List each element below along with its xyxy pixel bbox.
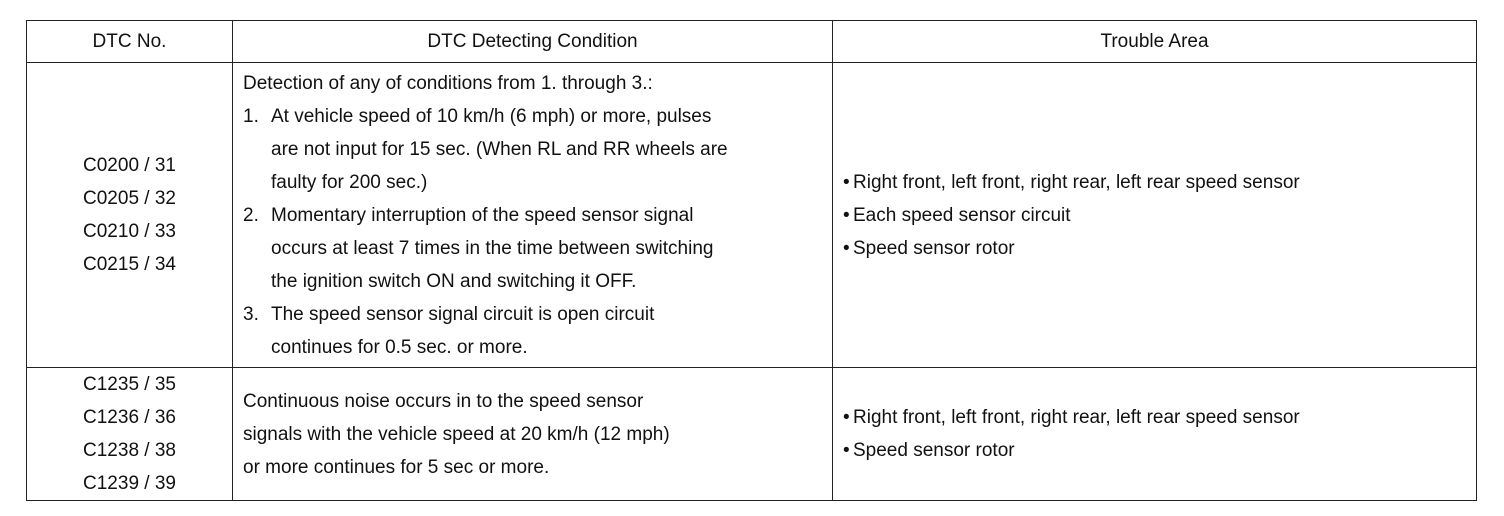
dtc-code: C1239 / 39 xyxy=(83,473,176,494)
dtc-codes-cell xyxy=(27,368,233,501)
condition-item xyxy=(243,298,824,364)
table-row xyxy=(27,63,1477,368)
condition-text: The speed sensor signal circuit is open circuit xyxy=(271,303,655,325)
condition-item xyxy=(243,100,824,199)
dtc-code: C0215 / 34 xyxy=(83,254,176,275)
condition-item-number: 1. xyxy=(243,105,259,127)
trouble-area-item xyxy=(843,166,1476,199)
header-dtc-no: DTC No. xyxy=(27,21,233,63)
bullet-icon: • xyxy=(843,237,850,259)
dtc-code: C0200 / 31 xyxy=(83,155,176,176)
condition-item xyxy=(243,199,824,298)
trouble-area-text: Speed sensor rotor xyxy=(853,440,1015,461)
condition-text: continues for 0.5 sec. or more. xyxy=(271,336,528,358)
condition-item-number: 2. xyxy=(243,204,259,226)
header-row xyxy=(27,21,1477,63)
bullet-icon: • xyxy=(843,440,850,461)
dtc-code: C0205 / 32 xyxy=(83,188,176,209)
trouble-area-text: Each speed sensor circuit xyxy=(853,204,1071,226)
bullet-icon: • xyxy=(843,171,850,193)
condition-cell xyxy=(233,368,833,501)
condition-text: Momentary interruption of the speed sensor signal xyxy=(271,204,694,226)
bullet-icon: • xyxy=(843,204,850,226)
condition-intro: Detection of any of conditions from 1. through 3.: xyxy=(243,72,653,94)
trouble-area-item xyxy=(843,232,1476,265)
trouble-area-text: Right front, left front, right rear, left rear speed sensor xyxy=(853,407,1300,428)
trouble-area-text: Speed sensor rotor xyxy=(853,237,1015,259)
trouble-area-item xyxy=(843,401,1476,434)
condition-text: faulty for 200 sec.) xyxy=(271,171,428,193)
condition-text: the ignition switch ON and switching it OFF. xyxy=(271,270,637,292)
condition-text: or more continues for 5 sec or more. xyxy=(243,456,550,478)
trouble-area-text: Right front, left front, right rear, left rear speed sensor xyxy=(853,171,1300,193)
condition-text: are not input for 15 sec. (When RL and RR wheels are xyxy=(271,138,728,160)
header-condition: DTC Detecting Condition xyxy=(233,21,833,63)
trouble-area-item xyxy=(843,434,1476,467)
dtc-code: C1235 / 35 xyxy=(83,374,176,395)
table-row xyxy=(27,368,1477,501)
dtc-code: C1236 / 36 xyxy=(83,407,176,428)
trouble-area-cell xyxy=(833,368,1477,501)
condition-text: Continuous noise occurs in to the speed sensor xyxy=(243,390,644,412)
condition-text: occurs at least 7 times in the time between switching xyxy=(271,237,714,259)
header-trouble-area: Trouble Area xyxy=(833,21,1477,63)
dtc-codes-cell xyxy=(27,63,233,368)
condition-cell xyxy=(233,63,833,368)
trouble-area-item xyxy=(843,199,1476,232)
condition-text: At vehicle speed of 10 km/h (6 mph) or more, pulses xyxy=(271,105,712,127)
trouble-area-cell xyxy=(833,63,1477,368)
condition-text: signals with the vehicle speed at 20 km/h (12 mph) xyxy=(243,423,670,445)
dtc-code: C1238 / 38 xyxy=(83,440,176,461)
dtc-code: C0210 / 33 xyxy=(83,221,176,242)
bullet-icon: • xyxy=(843,407,850,428)
condition-item-number: 3. xyxy=(243,303,259,325)
dtc-table xyxy=(26,20,1477,501)
